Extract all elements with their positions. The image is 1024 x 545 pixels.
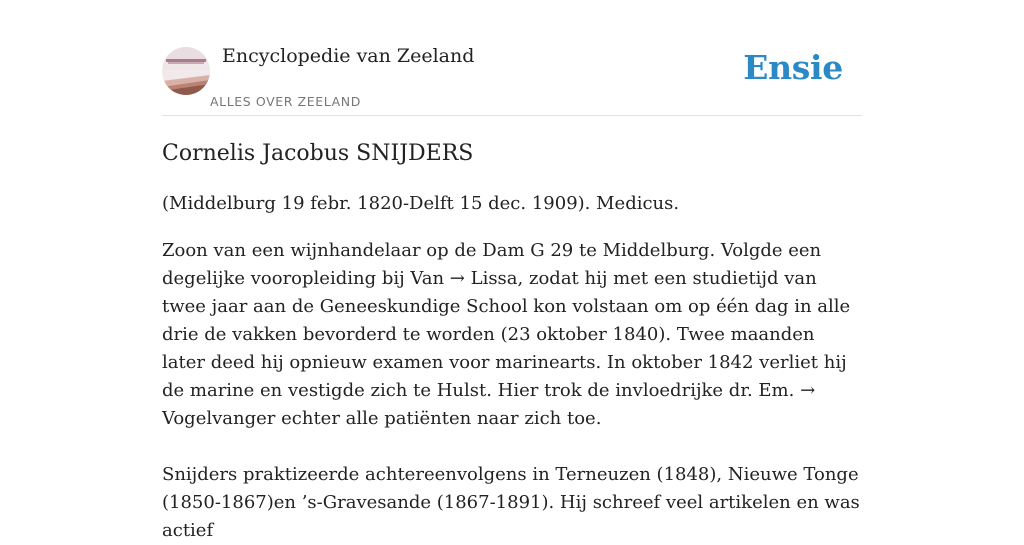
link-lissa[interactable]: Lissa	[470, 268, 518, 289]
article-paragraph-1	[162, 237, 862, 433]
right-arrow-icon: →	[800, 380, 816, 401]
article-title: Cornelis Jacobus SNIJDERS	[162, 141, 474, 166]
paragraph-text: echter alle patiënten naar zich toe.	[275, 408, 602, 429]
right-arrow-icon: →	[449, 268, 471, 289]
paragraph-text: , zodat hij met een studietijd van twee jaar aan de Geneeskundige School kon volstaan om op één dag in alle drie de vakken bevorderd te worden (23 oktober 1840). Twee maanden later deed hij opnieuw examen voor marinearts. In oktober 1842 verliet hij de marine en vestigde zich te Hulst. Hier trok de invloedrijke dr. Em.	[162, 268, 851, 401]
ensie-brand-logo[interactable]: Ensie	[743, 48, 843, 87]
paragraph-text: Zoon van een wijnhandelaar op de Dam G 29 te Middelburg. Volgde een degelijke vooropleiding bij Van	[162, 240, 822, 289]
article-paragraph-2: Snijders praktizeerde achtereenvolgens in Terneuzen (1848), Nieuwe Tonge (1850-1867)en ’s-Gravesande (1867-1891). Hij schreef veel artikelen en was actief	[162, 464, 860, 541]
book-stack-icon	[162, 47, 210, 95]
article	[162, 138, 862, 545]
site-logo-avatar[interactable]	[162, 47, 210, 95]
site-header	[162, 40, 862, 116]
article-lead: (Middelburg 19 febr. 1820-Delft 15 dec. 1909). Medicus.	[162, 193, 680, 214]
link-vogelvanger[interactable]: Vogelvanger	[162, 408, 276, 429]
site-subtitle: ALLES OVER ZEELAND	[210, 94, 361, 109]
site-title[interactable]: Encyclopedie van Zeeland	[222, 45, 475, 67]
